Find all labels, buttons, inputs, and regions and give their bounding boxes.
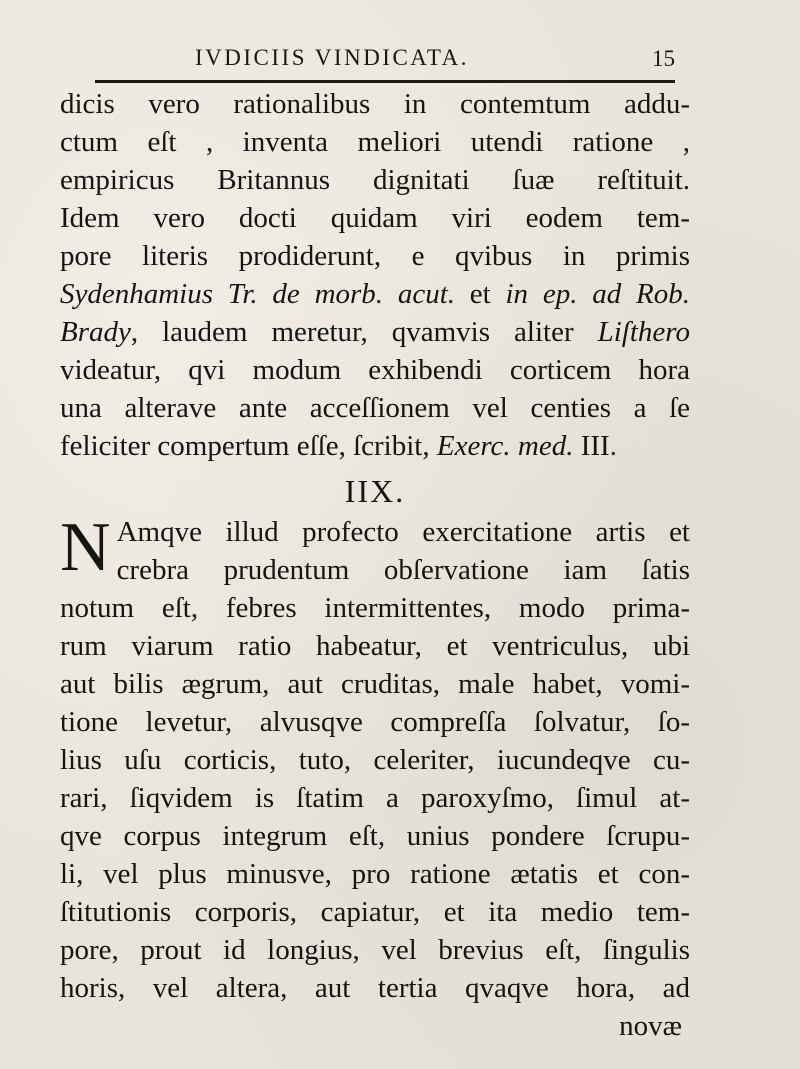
text-line: notum eſt, febres intermittentes, modo prima- — [60, 592, 690, 624]
text-line: tione levetur, alvusqve compreſſa ſolvatur, ſo- — [60, 706, 690, 738]
citation-italic: Liſthero — [597, 316, 690, 348]
text-line — [60, 427, 690, 465]
text-line: lius uſu corticis, tuto, celeriter, iucundeqve cu- — [60, 744, 690, 776]
text-line: rari, ſiqvidem is ſtatim a paroxyſmo, ſimul at- — [60, 782, 690, 814]
text-line: crebra prudentum obſervatione iam ſatis — [116, 554, 690, 586]
paragraph-1 — [60, 85, 690, 465]
citation-italic: Sydenhamius Tr. de morb. acut. — [60, 278, 456, 310]
catchword: novæ — [619, 1010, 682, 1042]
citation-italic: in ep. ad Rob. — [505, 278, 690, 310]
running-head: IVDICIIS VINDICATA. — [195, 45, 469, 70]
text-line: empiricus Britannus dignitati ſuæ reſtituit. — [60, 164, 690, 196]
page-header — [95, 45, 675, 75]
text-line: horis, vel altera, aut tertia qvaqve hora, ad — [60, 972, 690, 1004]
text-line — [60, 275, 690, 313]
citation-italic: Brady — [60, 316, 131, 348]
text-line: Amqve illud profecto exercitatione artis et — [116, 516, 690, 548]
text-roman: et — [455, 278, 506, 310]
text-line: li, vel plus minusve, pro ratione ætatis et con- — [60, 858, 690, 890]
text-line — [60, 313, 690, 351]
citation-italic: Exerc. med. — [436, 430, 574, 462]
text-block — [60, 85, 690, 1045]
text-roman: III. — [573, 430, 617, 462]
text-line: pore literis prodiderunt, e qvibus in primis — [60, 240, 690, 272]
text-line: Idem vero docti quidam viri eodem tem- — [60, 202, 690, 234]
text-line: rum viarum ratio habeatur, et ventriculus, ubi — [60, 630, 690, 662]
text-line: qve corpus integrum eſt, unius pondere ſcrupu- — [60, 820, 690, 852]
text-line: videatur, qvi modum exhibendi corticem hora — [60, 354, 690, 386]
text-roman: feliciter compertum eſſe, ſcribit, — [60, 430, 437, 462]
page-number: 15 — [652, 46, 675, 71]
text-line: ſtitutionis corporis, capiatur, et ita medio tem- — [60, 896, 690, 928]
paragraph-2 — [60, 509, 690, 1045]
text-line: dicis vero rationalibus in contemtum addu- — [60, 88, 690, 120]
text-line: ctum eſt , inventa meliori utendi ratione , — [60, 126, 690, 158]
text-line: una alterave ante acceſſionem vel centies a ſe — [60, 392, 690, 424]
text-roman: , laudem meretur, qvamvis aliter — [130, 316, 598, 348]
text-line: pore, prout id longius, vel brevius eſt, ſingulis — [60, 934, 690, 966]
drop-initial: N — [60, 509, 111, 586]
section-heading: IIX. — [344, 473, 406, 509]
text-line: aut bilis ægrum, aut cruditas, male habet, vomi- — [60, 668, 690, 700]
header-rule — [95, 80, 675, 83]
